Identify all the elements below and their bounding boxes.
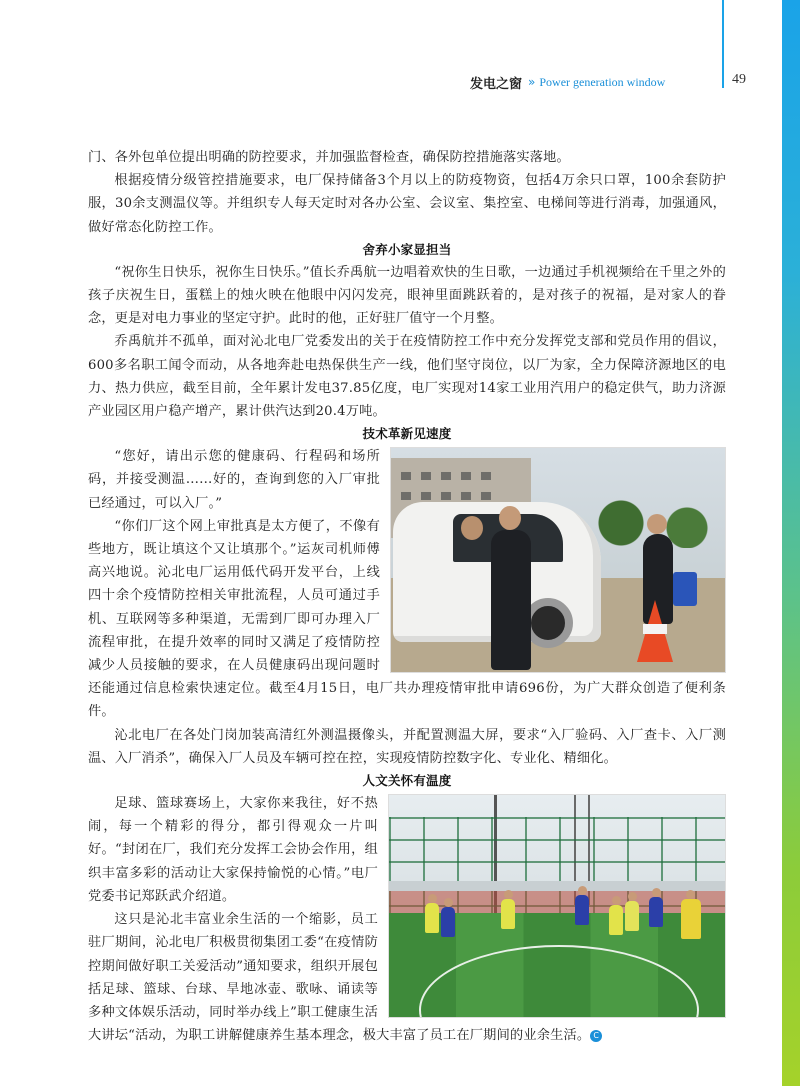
paragraph: “你们厂这个网上审批真是太方便了，不像有些地方，既让填这个又让填那个。”运灰司机师傅高兴地说。沁北电厂运用低代码开发平台，上线四十余个疫情防控相关审批流程，人员可通过手机、互联网等多种渠道，无需到厂即可办理入厂流程审批，在提升效率的同时又满足了疫情防控减少人员接触的要求，在人员健康码出现问题时还能通过信息检索快速定位。截至4月15日，电厂共办理疫情审批申请696份，为广大群众创造了便利条件。 <box>88 518 726 720</box>
end-mark-icon: C <box>590 1030 602 1042</box>
photo-football-wrapper <box>388 794 726 1018</box>
paragraph: “您好，请出示您的健康码、行程码和场所码，并接受测温……好的，查询到您的入厂审批已经通过，可以入厂。” <box>88 449 380 511</box>
subheading: 技术革新见速度 <box>362 426 452 442</box>
side-color-bar <box>782 0 800 1086</box>
paragraph: 门、各外包单位提出明确的防控要求，并加强监督检查，确保防控措施落实落地。 <box>88 150 570 165</box>
paragraph: 乔禹航并不孤单，面对沁北电厂党委发出的关于在疫情防控工作中充分发挥党支部和党员作用的倡议，600多名职工闻令而动，从各地奔赴电热保供生产一线，他们坚守岗位，以厂为家，全力保障济源地区的电力、热力供应，截至目前，全年累计发电37.85亿度，电厂实现对14家工业用汽用户的稳定供气，助力济源产业园区用户稳产增产，累计供汽达到20.4万吨。 <box>88 334 726 420</box>
section-title-en: Power generation window <box>539 74 666 89</box>
page-header <box>470 72 746 92</box>
page-number: 49 <box>732 72 746 87</box>
paragraph: 沁北电厂在各处门岗加装高清红外测温摄像头，并配置测温大屏，要求“入厂验码、入厂查卡、入厂测温、入厂消杀”，确保入厂人员及车辆可控在控，实现疫情防控数字化、专业化、精细化。 <box>88 727 726 766</box>
double-chevron-icon: » <box>528 75 536 89</box>
photo-football <box>388 794 726 1018</box>
photo-checkpoint-wrapper <box>390 447 726 673</box>
paragraph: 根据疫情分级管控措施要求，电厂保持储备3个月以上的防疫物资，包括4万余只口罩，100余套防护服，30余支测温仪等。并组织专人每天定时对各办公室、会议室、集控室、电梯间等进行消毒，加强通风，做好常态化防控工作。 <box>88 173 726 235</box>
subheading: 舍弃小家显担当 <box>362 241 452 257</box>
section-title-cn: 发电之窗 <box>470 76 523 92</box>
header-rule <box>722 0 724 88</box>
article-body <box>88 146 726 1047</box>
photo-checkpoint <box>390 447 726 673</box>
paragraph-text: 这只是沁北丰富业余生活的一个缩影，员工驻厂期间，沁北电厂积极贯彻集团工委“在疫情防控期间做好职工关爱活动”通知要求，组织开展包括足球、篮球、台球、旱地冰壶、歌咏、诵读等多种文体娱乐活动，同时举办线上”职工健康生活大讲坛“活动，为职工讲解健康养生基本理念，极大丰富了员工在厂期间的业余生活。 <box>88 912 591 1044</box>
paragraph: 足球、篮球赛场上，大家你来我往，好不热闹，每一个精彩的得分，都引得观众一片叫好。“封闭在厂，我们充分发挥工会协会作用，组织丰富多彩的活动让大家保持愉悦的心情。”电厂党委书记郑跃武介绍道。 <box>88 796 378 904</box>
subheading: 人文关怀有温度 <box>362 773 452 789</box>
paragraph: “祝你生日快乐，祝你生日快乐。”值长乔禹航一边唱着欢快的生日歌，一边通过手机视频给在千里之外的孩子庆祝生日，蛋糕上的烛火映在他眼中闪闪发亮，眼神里面跳跃着的，是对孩子的祝福，是对家人的眷念，更是对电力事业的坚定守护。此时的他，正好驻厂值守一个月整。 <box>88 264 726 327</box>
